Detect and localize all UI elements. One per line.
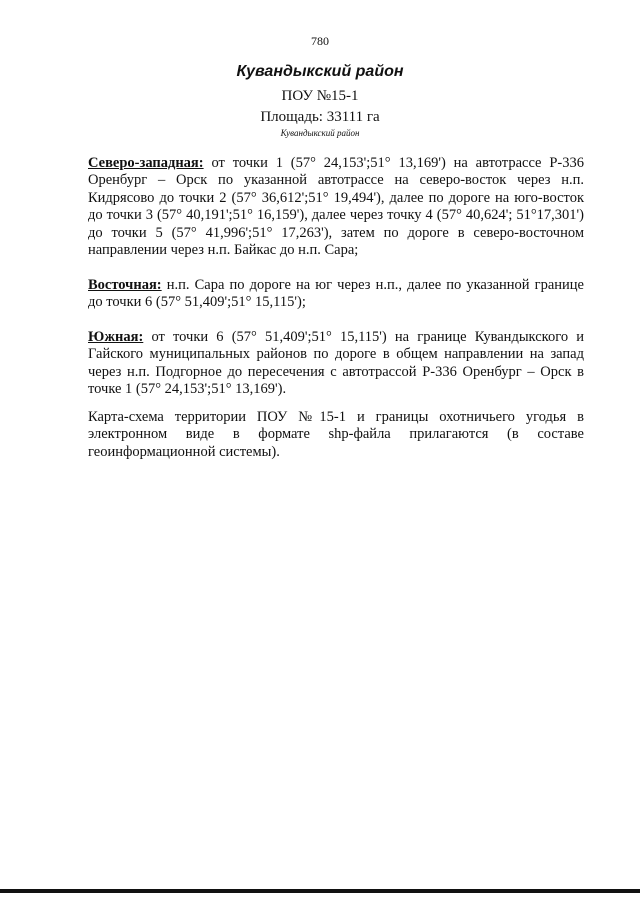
pou-number: ПОУ №15-1 [281,88,359,104]
northwest-boundary-label: Северо-западная: [88,155,204,171]
south-boundary-paragraph [88,329,584,399]
map-note-paragraph: Карта-схема территории ПОУ №15-1 и границы охотничьего угодья в электронном виде в формате shp-файла прилагаются (в составе геоинформационной системы). [88,409,584,460]
bottom-divider [0,889,640,893]
area-value: Площадь: 33111 га [260,109,380,125]
district-title: Кувандыкский район [236,63,404,80]
northwest-boundary-text: от точки 1 (57° 24,153';51° 13,169') на автотрассе Р-336 Оренбург – Орск по указанной автотрассе на северо-восток через н.п. Кидрясово до точки 2 (57° 36,612';51° 19,494'), далее по дороге на юго-восток до точки 3 (57° 40,191';51° 16,159'), далее через точку 4 (57° 40,624'; 51°17,301') до точки 5 (57° 41,996';51° 17,263'), затем по дороге в северо-восточном направлении через н.п. Байкас до н.п. Сара; [88,155,584,259]
district-subtitle: Кувандыкский район [280,128,360,138]
northwest-boundary-paragraph [88,155,584,259]
south-boundary-label: Южная: [88,329,144,345]
page-number: 780 [311,34,329,48]
east-boundary-paragraph [88,277,584,312]
east-boundary-label: Восточная: [88,277,162,293]
south-boundary-text: от точки 6 (57° 51,409';51° 15,115') на границе Кувандыкского и Гайского муниципальных районов по дороге в общем направлении на запад через н.п. Подгорное до пересечения с автотрассой Р-336 Оренбург – Орск в точке 1 (57° 24,153';51° 13,169'). [88,329,584,398]
east-boundary-text: н.п. Сара по дороге на юг через н.п., далее по указанной границе до точки 6 (57° 51,409';51° 15,115'); [88,277,584,311]
